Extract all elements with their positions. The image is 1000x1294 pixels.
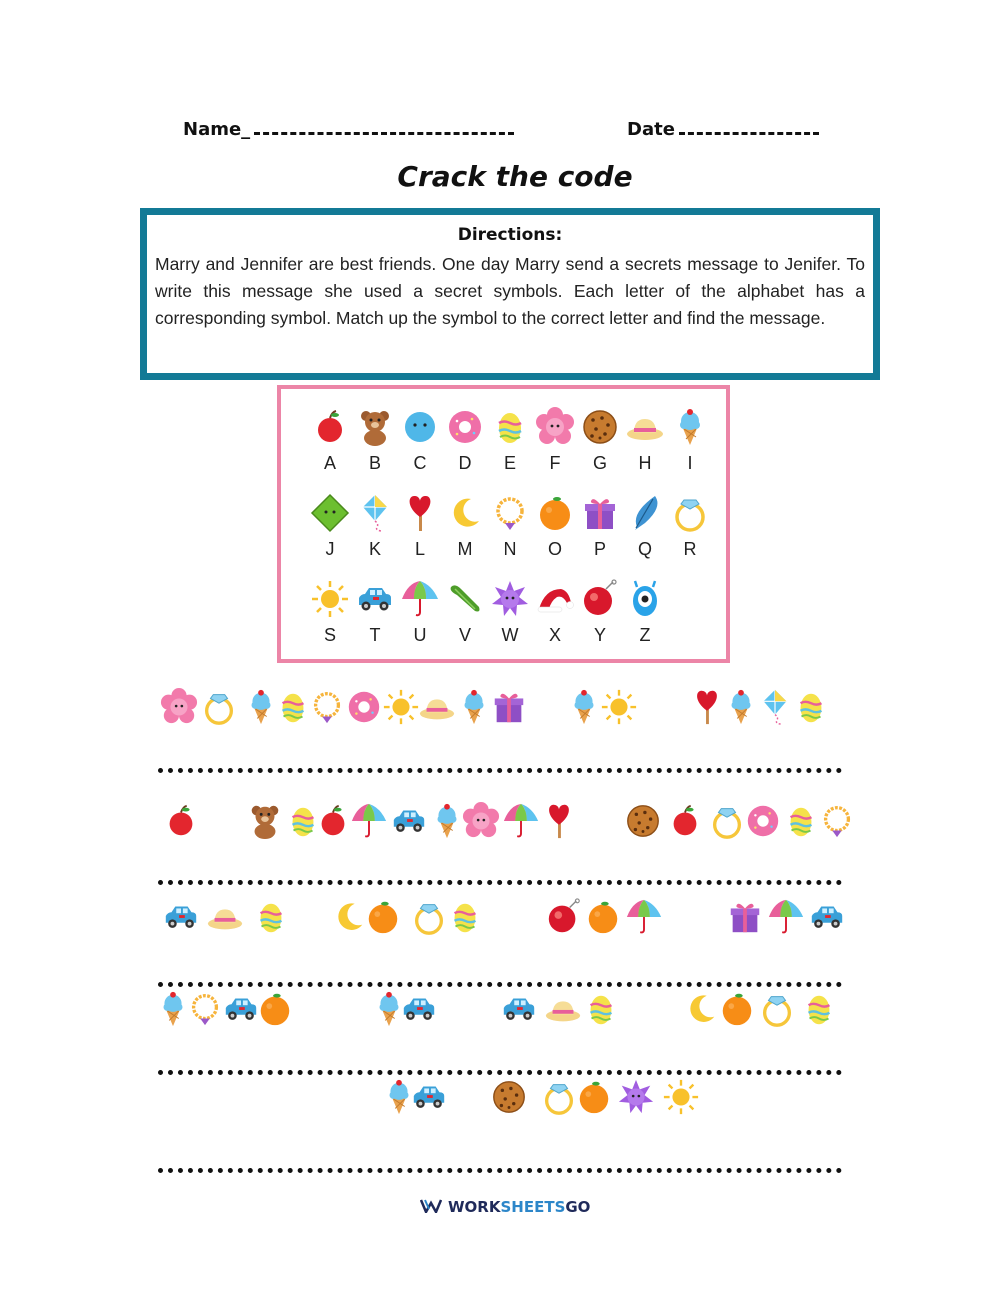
key-letter: F [549, 453, 561, 473]
name-field[interactable] [183, 118, 514, 140]
apple-icon [314, 802, 352, 844]
key-letter: U [413, 625, 427, 645]
date-field[interactable] [627, 118, 819, 140]
directions-box [140, 208, 880, 380]
key-letter: D [458, 453, 472, 473]
answer-line-1[interactable] [158, 768, 842, 773]
key-letter: S [323, 625, 336, 645]
diamond-ring-icon [200, 688, 238, 730]
key-cell-g [578, 407, 622, 474]
key-letter: V [458, 625, 471, 645]
car-icon [500, 990, 538, 1032]
key-cell-l [398, 493, 442, 560]
gift-box-icon [578, 493, 622, 537]
cookie-icon [578, 407, 622, 451]
key-cell-y [578, 579, 622, 646]
sun-icon [662, 1078, 700, 1120]
directions-text: Marry and Jennifer are best friends. One day Marry send a secrets message to Jenifer. To write this message she used a secret symbols. Each letter of the alphabet has a corresponding symbol. Match up the symbol to the correct letter and find the message. [155, 254, 865, 328]
key-cell-q [623, 493, 667, 560]
sun-icon [382, 688, 420, 730]
key-letter: T [369, 625, 381, 645]
key-letter: J [325, 539, 335, 559]
key-cell-h [623, 407, 667, 474]
key-cell-k [353, 493, 397, 560]
pink-flower-icon [160, 688, 198, 730]
key-cell-t [353, 579, 397, 646]
sun-hat-icon [623, 407, 667, 451]
donut-icon [744, 802, 782, 844]
key-cell-a [308, 407, 352, 474]
moon-icon [330, 898, 368, 940]
orange-icon [533, 493, 577, 537]
apple-icon [666, 802, 704, 844]
key-cell-j [308, 493, 352, 560]
easter-egg-icon [582, 990, 620, 1032]
feather-icon [623, 493, 667, 537]
umbrella-icon [398, 579, 442, 623]
yoyo-icon [545, 898, 583, 940]
monster-icon [623, 579, 667, 623]
car-icon [162, 898, 200, 940]
answer-line-2[interactable] [158, 880, 842, 885]
umbrella-icon [767, 898, 805, 940]
santa-hat-icon [533, 579, 577, 623]
brand-part-3: GO [565, 1198, 591, 1216]
key-cell-o [533, 493, 577, 560]
orange-icon [575, 1078, 613, 1120]
key-letter: L [414, 539, 425, 559]
cookie-icon [490, 1078, 528, 1120]
car-icon [410, 1078, 448, 1120]
answer-line-5[interactable] [158, 1168, 842, 1173]
sun-icon [600, 688, 638, 730]
name-label: Name_ [183, 119, 251, 140]
easter-egg-icon [274, 688, 312, 730]
donut-icon [443, 407, 487, 451]
key-cell-s [308, 579, 352, 646]
key-letter: Q [637, 539, 652, 559]
blue-ball-icon [398, 407, 442, 451]
key-cell-x [533, 579, 577, 646]
key-cell-n [488, 493, 532, 560]
moon-icon [443, 493, 487, 537]
key-cell-v [443, 579, 487, 646]
moon-icon [682, 990, 720, 1032]
diamond-ring-icon [668, 493, 712, 537]
orange-icon [364, 898, 402, 940]
worksheetsgo-logo-icon [420, 1199, 442, 1217]
brand-part-1: WORK [448, 1198, 501, 1216]
easter-egg-icon [800, 990, 838, 1032]
easter-egg-icon [252, 898, 290, 940]
date-label: Date [627, 119, 675, 140]
ice-cream-icon [565, 688, 603, 730]
lollipop-heart-icon [688, 688, 726, 730]
diamond-ring-icon [540, 1078, 578, 1120]
key-letter: I [687, 453, 693, 473]
sun-hat-icon [418, 688, 456, 730]
key-cell-w [488, 579, 532, 646]
apple-icon [308, 407, 352, 451]
easter-egg-icon [488, 407, 532, 451]
car-icon [808, 898, 846, 940]
key-letter: C [413, 453, 427, 473]
cucumber-icon [443, 579, 487, 623]
key-cell-d [443, 407, 487, 474]
name-blank[interactable] [254, 118, 514, 135]
directions-heading: Directions: [457, 225, 563, 245]
key-cell-f [533, 407, 577, 474]
yoyo-icon [578, 579, 622, 623]
key-letter: W [501, 625, 519, 645]
ice-cream-icon [455, 688, 493, 730]
pink-flower-icon [462, 802, 500, 844]
purple-star-icon [617, 1078, 655, 1120]
umbrella-icon [625, 898, 663, 940]
necklace-icon [818, 802, 856, 844]
teddy-bear-icon [246, 802, 284, 844]
easter-egg-icon [446, 898, 484, 940]
necklace-icon [186, 990, 224, 1032]
key-letter: H [638, 453, 652, 473]
key-letter: G [592, 453, 607, 473]
key-letter: O [547, 539, 562, 559]
key-cell-b [353, 407, 397, 474]
key-cell-p [578, 493, 622, 560]
umbrella-icon [350, 802, 388, 844]
ice-cream-icon [428, 802, 466, 844]
key-letter: B [368, 453, 381, 473]
page-title: Crack the code [397, 160, 633, 193]
symbol-key [277, 385, 730, 663]
necklace-icon [308, 688, 346, 730]
umbrella-icon [502, 802, 540, 844]
purple-star-icon [488, 579, 532, 623]
orange-icon [256, 990, 294, 1032]
cookie-icon [624, 802, 662, 844]
key-letter: N [503, 539, 517, 559]
pink-flower-icon [533, 407, 577, 451]
car-icon [400, 990, 438, 1032]
easter-egg-icon [792, 688, 830, 730]
key-letter: E [503, 453, 516, 473]
orange-icon [584, 898, 622, 940]
lollipop-heart-icon [398, 493, 442, 537]
car-icon [390, 802, 428, 844]
lollipop-heart-icon [540, 802, 578, 844]
sun-icon [308, 579, 352, 623]
car-icon [353, 579, 397, 623]
key-letter: A [323, 453, 336, 473]
answer-line-4[interactable] [158, 1070, 842, 1075]
key-cell-m [443, 493, 487, 560]
key-cell-e [488, 407, 532, 474]
diamond-ring-icon [758, 990, 796, 1032]
green-diamond-icon [308, 493, 352, 537]
sun-hat-icon [206, 898, 244, 940]
ice-cream-icon [722, 688, 760, 730]
key-letter: X [548, 625, 561, 645]
brand-logo [420, 1198, 590, 1217]
gift-box-icon [490, 688, 528, 730]
ice-cream-icon [668, 407, 712, 451]
kite-icon [756, 688, 794, 730]
sun-hat-icon [544, 990, 582, 1032]
key-letter: P [593, 539, 606, 559]
kite-icon [353, 493, 397, 537]
date-blank[interactable] [679, 118, 819, 135]
key-letter: R [683, 539, 697, 559]
diamond-ring-icon [410, 898, 448, 940]
key-cell-u [398, 579, 442, 646]
donut-icon [345, 688, 383, 730]
key-cell-i [668, 407, 712, 474]
key-letter: Y [593, 625, 606, 645]
apple-icon [162, 802, 200, 844]
key-cell-r [668, 493, 712, 560]
easter-egg-icon [782, 802, 820, 844]
orange-icon [718, 990, 756, 1032]
key-cell-z [623, 579, 667, 646]
diamond-ring-icon [708, 802, 746, 844]
key-letter: M [457, 539, 473, 559]
key-letter: K [368, 539, 381, 559]
answer-line-3[interactable] [158, 982, 842, 987]
teddy-bear-icon [353, 407, 397, 451]
car-icon [222, 990, 260, 1032]
brand-part-2: SHEETS [500, 1198, 566, 1216]
key-letter: Z [639, 625, 651, 645]
necklace-icon [488, 493, 532, 537]
key-cell-c [398, 407, 442, 474]
gift-box-icon [726, 898, 764, 940]
